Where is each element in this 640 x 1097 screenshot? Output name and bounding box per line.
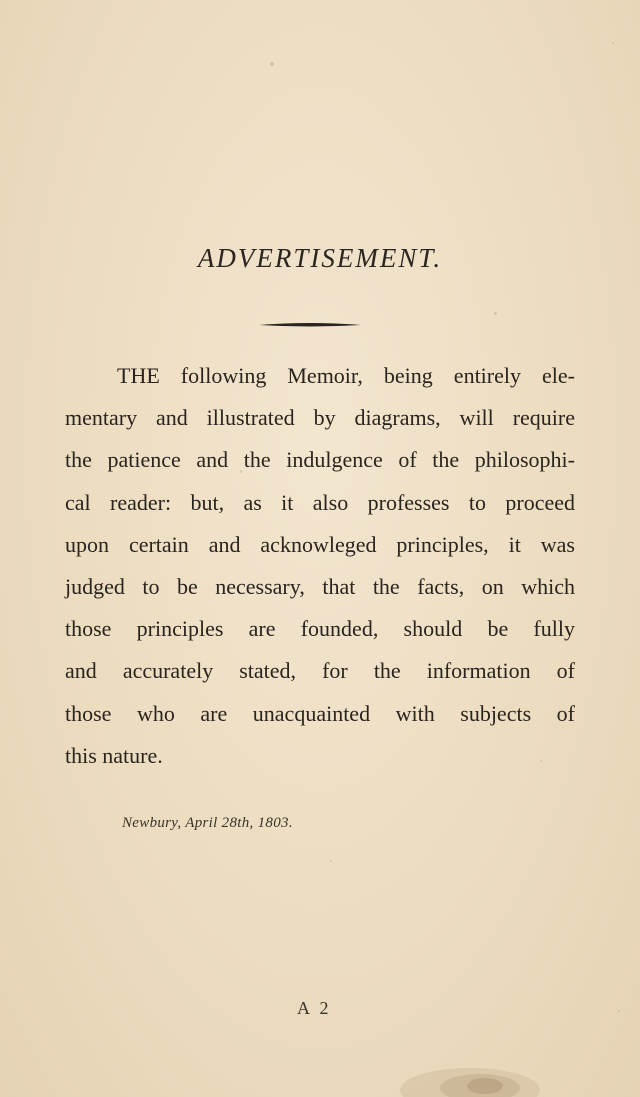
paper-speck bbox=[330, 860, 332, 862]
advertisement-paragraph bbox=[65, 355, 575, 777]
paragraph-line: mentary and illustrated by diagrams, will require bbox=[65, 405, 575, 431]
dateline: Newbury, April 28th, 1803. bbox=[122, 815, 293, 831]
paper-speck bbox=[612, 42, 614, 44]
paragraph-line: cal reader: but, as it also professes to proceed bbox=[65, 489, 575, 515]
foxing-stain bbox=[360, 1050, 560, 1097]
paragraph-line: THE following Memoir, being entirely ele- bbox=[117, 363, 575, 388]
paragraph-line: this nature. bbox=[65, 742, 163, 768]
page-heading: ADVERTISEMENT. bbox=[197, 243, 443, 273]
paragraph-line: the patience and the indulgence of the philosophi- bbox=[65, 447, 575, 473]
paragraph-line: judged to be necessary, that the facts, on which bbox=[65, 574, 575, 600]
signature-mark: A 2 bbox=[297, 998, 332, 1018]
paper-speck bbox=[270, 62, 274, 66]
paragraph-line: upon certain and acknowleged principles, it was bbox=[65, 531, 575, 557]
paragraph-line: those who are unacquainted with subjects of bbox=[65, 700, 575, 726]
paper-speck bbox=[618, 1010, 620, 1012]
ornamental-rule bbox=[259, 322, 361, 328]
paragraph-line: those principles are founded, should be fully bbox=[65, 616, 575, 642]
paragraph-line: and accurately stated, for the information of bbox=[65, 658, 575, 684]
paper-speck bbox=[494, 312, 497, 315]
